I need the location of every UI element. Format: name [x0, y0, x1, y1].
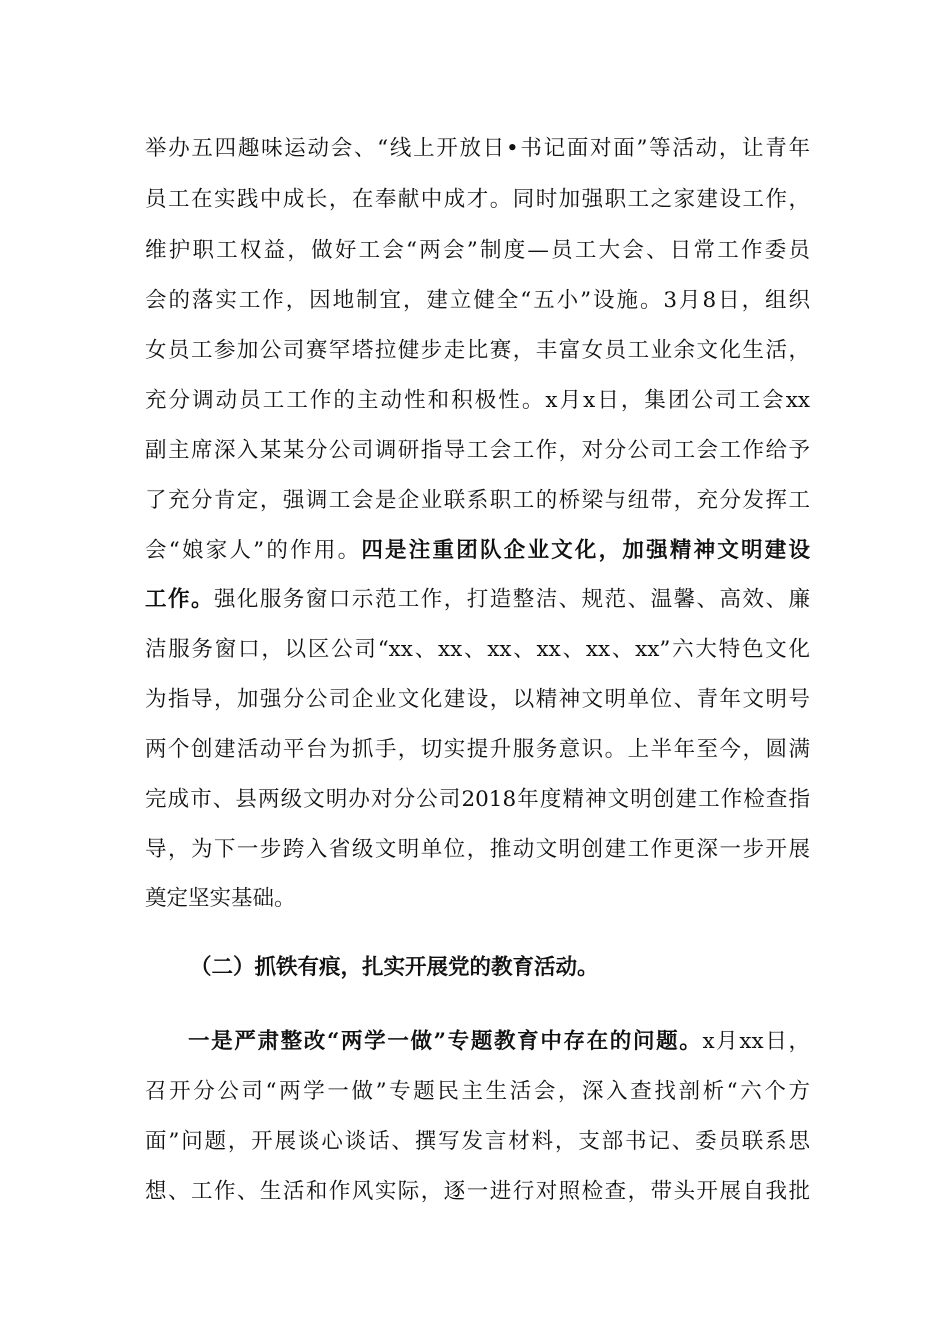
- normal-text: x月xx日，: [702, 1029, 810, 1054]
- paragraph-line: 举办五四趣味运动会、“线上开放日•书记面对面”等活动，让青年: [145, 136, 810, 161]
- paragraph-line-mixed: [145, 582, 810, 618]
- paragraph-line: 副主席深入某某分公司调研指导工会工作，对分公司工会工作给予: [145, 438, 810, 463]
- paragraph-line: 导，为下一步跨入省级文明单位，推动文明创建工作更深一步开展: [145, 837, 810, 862]
- normal-text: 会“娘家人”的作用。: [145, 538, 362, 563]
- paragraph-line-mixed: [188, 1024, 810, 1060]
- paragraph-line: 洁服务窗口，以区公司“xx、xx、xx、xx、xx、xx”六大特色文化: [145, 637, 810, 662]
- paragraph-line: 女员工参加公司赛罕塔拉健步走比赛，丰富女员工业余文化生活，: [145, 338, 810, 363]
- paragraph-last-line: 奠定坚实基础。: [145, 886, 296, 911]
- paragraph-line: 会的落实工作，因地制宜，建立健全“五小”设施。3月8日，组织: [145, 288, 810, 313]
- paragraph-line: 两个创建活动平台为抓手，切实提升服务意识。上半年至今，圆满: [145, 737, 810, 762]
- paragraph-line: 充分调动员工工作的主动性和积极性。x月x日，集团公司工会xx: [145, 388, 810, 413]
- section-heading: （二）抓铁有痕，扎实开展党的教育活动。: [190, 955, 599, 980]
- paragraph-line: 面”问题，开展谈心谈话、撰写发言材料，支部书记、委员联系思: [145, 1129, 810, 1154]
- normal-text: 强化服务窗口示范工作，打造整洁、规范、温馨、高效、廉: [213, 587, 810, 612]
- paragraph-line: 想、工作、生活和作风实际，逐一进行对照检查，带头开展自我批: [145, 1179, 810, 1204]
- paragraph-line-mixed: [145, 533, 810, 569]
- paragraph-line: 完成市、县两级文明办对分公司2018年度精神文明创建工作检查指: [145, 787, 810, 812]
- bold-lead-text: 工作。: [145, 587, 214, 612]
- paragraph-line: 维护职工权益，做好工会“两会”制度—员工大会、日常工作委员: [145, 238, 810, 263]
- paragraph-line: 召开分公司“两学一做”专题民主生活会，深入查找剖析“六个方: [145, 1079, 810, 1104]
- paragraph-line: 员工在实践中成长，在奉献中成才。同时加强职工之家建设工作，: [145, 187, 810, 212]
- paragraph-line: 为指导，加强分公司企业文化建设，以精神文明单位、青年文明号: [145, 687, 810, 712]
- bold-lead-text: 四是注重团队企业文化，加强精神文明建设: [361, 538, 810, 563]
- paragraph-line: 了充分肯定，强调工会是企业联系职工的桥梁与纽带，充分发挥工: [145, 488, 810, 513]
- bold-lead-text: 一是严肃整改“两学一做”专题教育中存在的问题。: [188, 1029, 703, 1054]
